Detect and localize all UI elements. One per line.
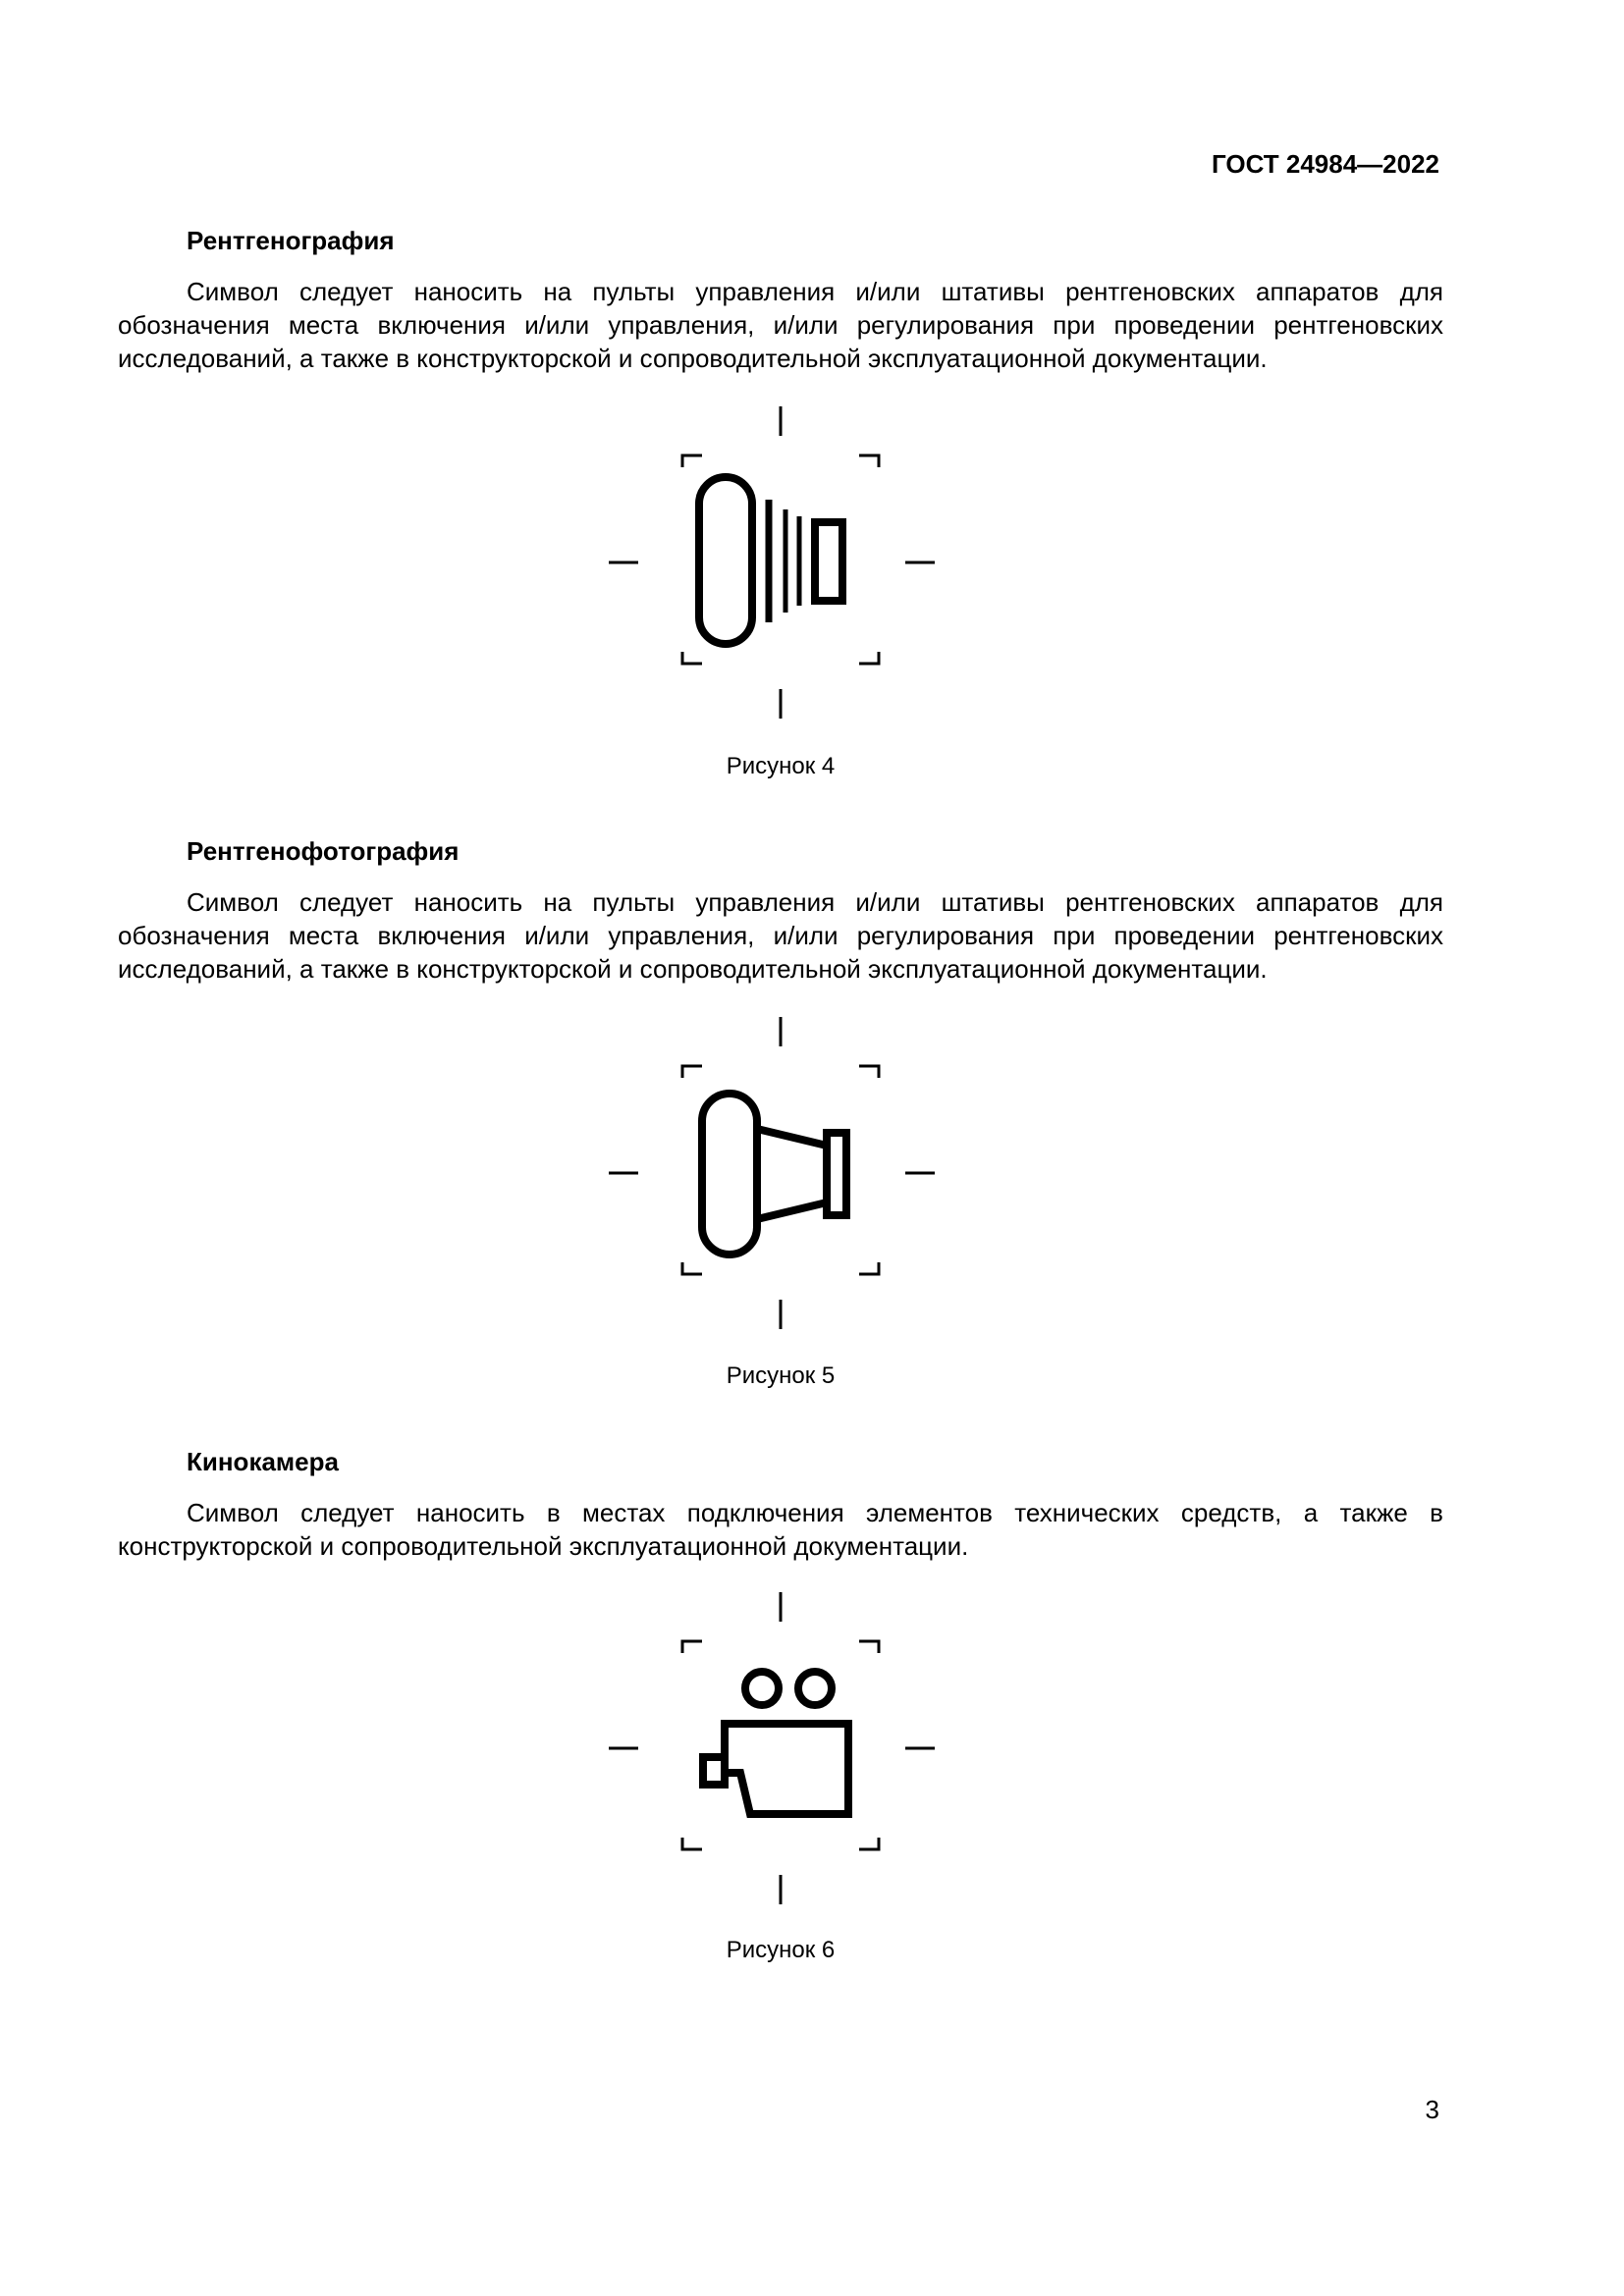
figure-6 [609, 1592, 952, 1906]
section-text: Символ следует наносить в местах подключения элементов технических средств, а также в конструкторской и сопроводительной эксплуатационной документации. [118, 1498, 1443, 1561]
section-title: Рентгенофотография [187, 836, 460, 866]
section-radiophotography [118, 834, 1443, 986]
section-movie-camera [118, 1445, 1443, 1563]
section-text: Символ следует наносить на пульты управления и/или штативы рентгеновских аппаратов для обозначения места включения и/или управления, и/или регулирования при проведении рентгеновских исследований, а также в конструкторской и сопроводительной эксплуатационной документации. [118, 277, 1443, 373]
document-id: ГОСТ 24984—2022 [1212, 149, 1439, 179]
figure-caption: Рисунок 6 [726, 1937, 836, 1963]
figure-4 [609, 406, 952, 721]
figure-caption: Рисунок 4 [726, 753, 836, 779]
page-number: 3 [1425, 2095, 1439, 2124]
figure-5 [609, 1017, 952, 1331]
section-radiography [118, 224, 1443, 375]
section-title: Кинокамера [187, 1447, 339, 1476]
movie-camera-icon [609, 1592, 952, 1906]
x-ray-photography-icon [609, 1017, 952, 1331]
section-text: Символ следует наносить на пульты управления и/или штативы рентгеновских аппаратов для обозначения места включения и/или управления, и/или регулирования при проведении рентгеновских исследований, а также в конструкторской и сопроводительной эксплуатационной документации. [118, 887, 1443, 984]
x-ray-radiography-icon [609, 406, 952, 721]
figure-caption: Рисунок 5 [726, 1362, 836, 1389]
section-title: Рентгенография [187, 226, 395, 255]
